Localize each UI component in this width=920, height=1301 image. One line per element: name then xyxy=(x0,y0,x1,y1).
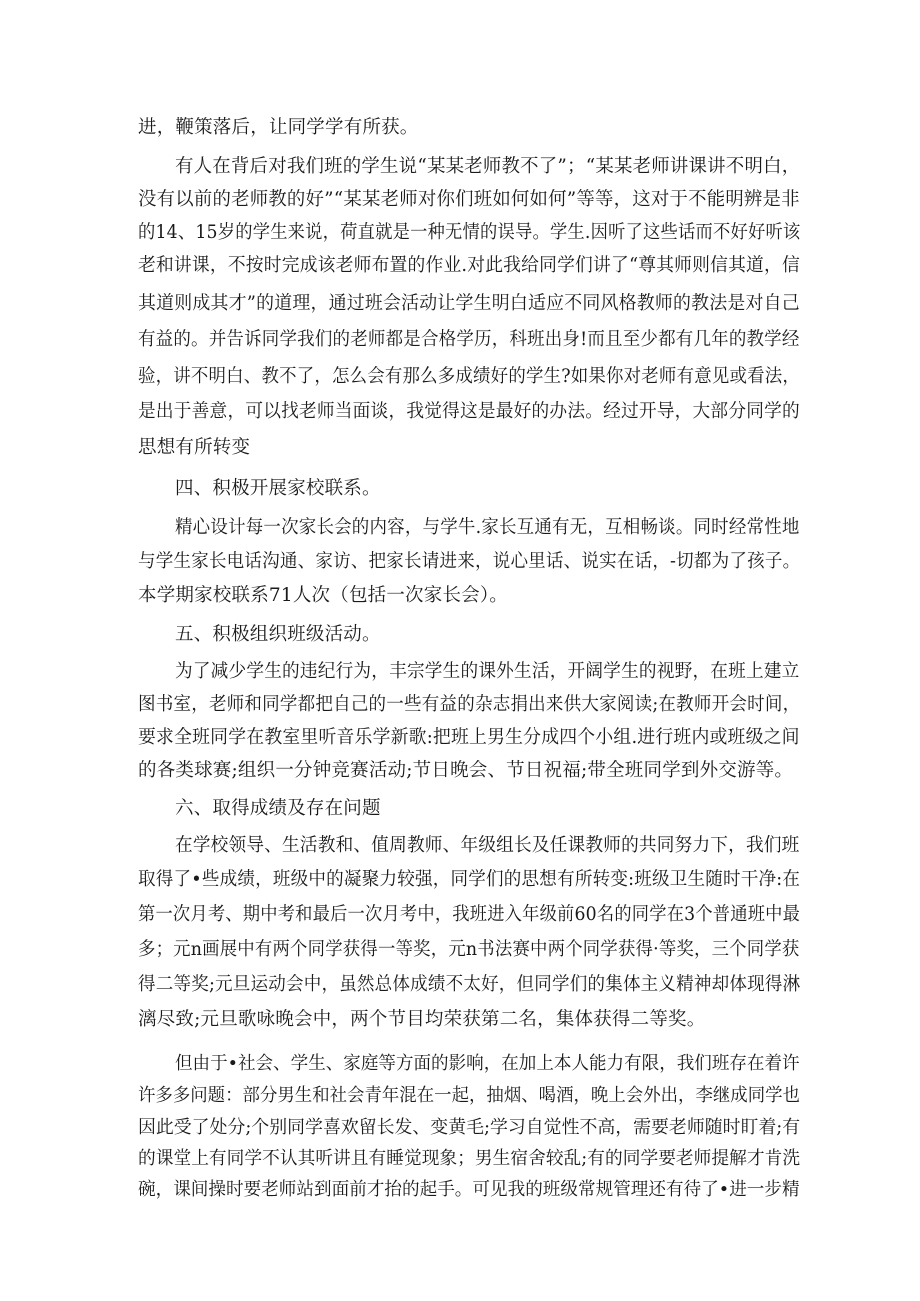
text-line: 没有以前的老师教的好”“某某老师对你们班如何如何”等等，这对于不能明辨是非 xyxy=(138,189,800,210)
text-line: 漓尽致;元旦歌咏晚会中，两个节目均荣获第二名，集体获得二等奖。 xyxy=(138,1009,706,1030)
text-line: 图书室，老师和同学都把自己的一些有益的杂志捐出来供大家阅读;在教师开会时间， xyxy=(138,694,801,715)
text-line: 取得了•些成绩，班级中的凝聚力较强，同学们的思想有所转变:班级卫生随时干净:在 xyxy=(138,869,801,890)
text-line: 第一次月考、期中考和最后一次月考中，我班进入年级前60名的同学在3个普通班中最 xyxy=(138,904,801,925)
text-line: 但由于•社会、学生、家庭等方面的影响，在加上本人能力有限，我们班存在着许 xyxy=(175,1053,800,1074)
text-line: 在学校领导、生活教和、值周教师、年级组长及任课教师的共同努力下，我们班 xyxy=(175,835,800,856)
text-line: 验，讲不明白、教不了，怎么会有那么多成绩好的学生?如果你对老师有意见或看法， xyxy=(138,366,801,387)
text-line: 是出于善意，可以找老师当面谈，我觉得这是最好的办法。经过开导，大部分同学的 xyxy=(138,401,800,422)
text-line: 老和讲课，不按时完成该老师布置的作业.对此我给同学们讲了“尊其师则信其道，信 xyxy=(138,255,800,276)
text-line: 要求全班同学在教室里听音乐学新歌:把班上男生分成四个小组.进行班内或班级之间 xyxy=(138,727,800,748)
text-line: 进，鞭策落后，让同学学有所获。 xyxy=(138,117,419,138)
text-line: 多；元n画展中有两个同学获得一等奖，元n书法赛中两个同学获得·等奖，三个同学获 xyxy=(138,939,800,960)
text-line: 的各类球赛;组织一分钟竞赛活动;节日晚会、节日祝福;带全班同学到外交游等。 xyxy=(138,760,794,781)
text-line: 许多多问题：部分男生和社会青年混在一起，抽烟、喝酒，晚上会外出，李继成同学也 xyxy=(138,1085,800,1106)
text-line: 与学生家长电话沟通、家访、把家长请进来，说心里话、说实在话，-切都为了孩子。 xyxy=(138,551,801,572)
text-line: 本学期家校联系71人次（包括一次家长会）。 xyxy=(138,585,508,606)
text-line: 精心设计每一次家长会的内容，与学牛.家长互通有无，互相畅谈。同时经常性地 xyxy=(175,517,800,538)
text-line: 得二等奖;元旦运动会中，虽然总体成绩不太好，但同学们的集体主义精神却体现得淋 xyxy=(138,974,801,995)
text-line: 其道则成其才”的道理，通过班会活动让学生明白适应不同风格教师的教法是对自己 xyxy=(138,293,800,314)
section-heading: 六、取得成绩及存在问题 xyxy=(175,798,381,819)
text-line: 因此受了处分;个别同学喜欢留长发、变黄毛;学习自觉性不高，需要老师随时盯着;有 xyxy=(138,1117,801,1138)
text-line: 有人在背后对我们班的学生说“某某老师教不了”；“某某老师讲课讲不明白， xyxy=(175,156,801,177)
section-heading: 四、积极开展家校联系。 xyxy=(175,478,381,499)
text-line: 为了减少学生的违纪行为，丰宗学生的课外生活，开阔学生的视野，在班上建立 xyxy=(175,661,800,682)
text-line: 碗，课间操时要老师站到面前才抬的起手。可见我的班级常规管理还有待了•进一步精 xyxy=(138,1179,800,1200)
text-line: 的课堂上有同学不认其听讲且有睡觉现象；男生宿舍较乱;有的同学要老师提解才肯洗 xyxy=(138,1148,801,1169)
text-line: 的14、15岁的学生来说，荷直就是一种无情的误导。学生.因听了这些话而不好好听该 xyxy=(138,222,801,243)
text-line: 有益的。并告诉同学我们的老师都是合格学历，科班出身!而且至少都有几年的教学经 xyxy=(138,329,800,350)
section-heading: 五、积极组织班级活动。 xyxy=(175,624,381,645)
text-line: 思想有所转变 xyxy=(138,437,251,458)
